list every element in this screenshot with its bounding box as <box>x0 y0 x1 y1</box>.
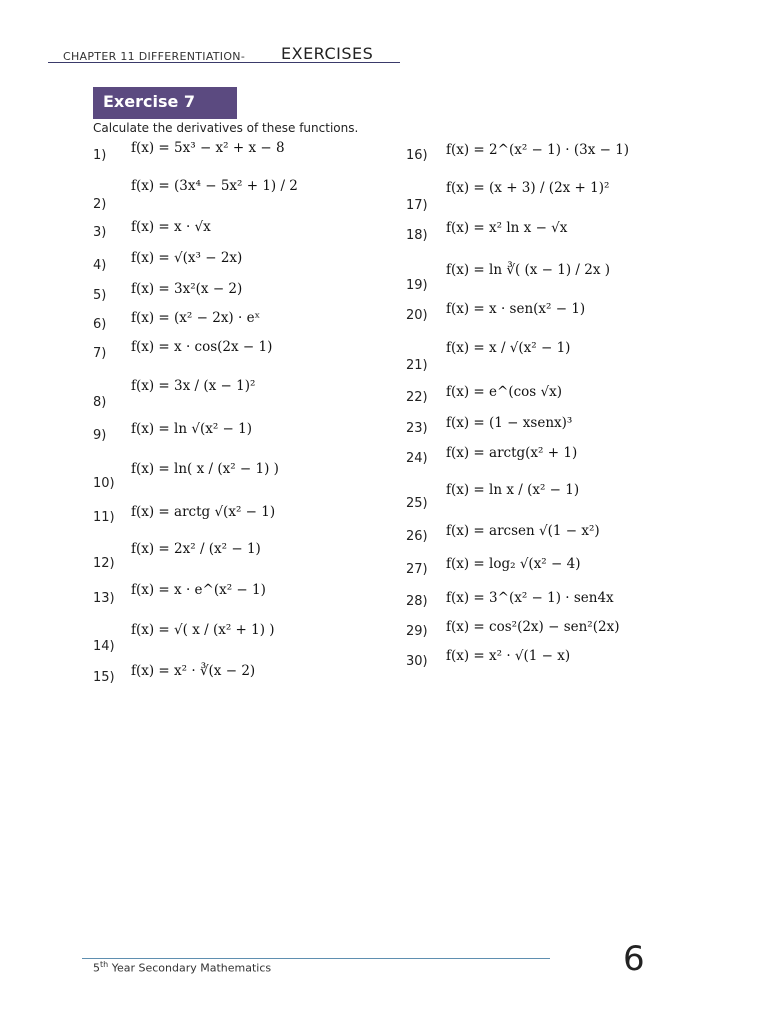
exercise-number: 18) <box>406 228 428 243</box>
chapter-title: CHAPTER 11 DIFFERENTIATION- <box>63 50 246 63</box>
exercise-formula: f(x) = ln ∛( (x − 1) / 2x ) <box>446 262 611 278</box>
exercise-number: 24) <box>406 451 428 466</box>
exercise-number: 5) <box>93 288 107 303</box>
exercise-number: 26) <box>406 529 428 544</box>
exercise-formula: f(x) = x · cos(2x − 1) <box>131 339 273 355</box>
footer-rule <box>82 958 550 959</box>
exercise-formula: f(x) = 2x² / (x² − 1) <box>131 541 261 557</box>
exercise-number: 10) <box>93 476 115 491</box>
chapter-header <box>48 44 400 63</box>
footer-rest: Year Secondary Mathematics <box>108 961 272 975</box>
footer-sup: th <box>100 960 109 969</box>
exercise-formula: f(x) = √( x / (x² + 1) ) <box>131 622 275 638</box>
exercise-number: 3) <box>93 225 107 240</box>
exercise-number: 6) <box>93 317 107 332</box>
exercise-formula: f(x) = 2^(x² − 1) · (3x − 1) <box>446 142 630 158</box>
exercise-title: Exercise 7 <box>103 92 196 111</box>
exercise-formula: f(x) = 3x / (x − 1)² <box>131 378 256 394</box>
section-title: EXERCISES <box>281 44 374 63</box>
exercise-formula: f(x) = (x + 3) / (2x + 1)² <box>446 180 610 196</box>
exercise-formula: f(x) = arctg √(x² − 1) <box>131 504 276 520</box>
exercise-formula: f(x) = x / √(x² − 1) <box>446 340 571 356</box>
exercise-number: 4) <box>93 258 107 273</box>
exercise-number: 23) <box>406 421 428 436</box>
exercise-number: 16) <box>406 148 428 163</box>
exercise-number: 30) <box>406 654 428 669</box>
exercise-formula: f(x) = (3x⁴ − 5x² + 1) / 2 <box>131 178 298 194</box>
exercise-number: 15) <box>93 670 115 685</box>
exercise-formula: f(x) = x² ln x − √x <box>446 220 568 236</box>
page-number: 6 <box>623 939 645 979</box>
exercise-formula: f(x) = (x² − 2x) · eˣ <box>131 310 261 326</box>
exercise-instruction: Calculate the derivatives of these functions. <box>93 121 359 135</box>
exercise-number: 7) <box>93 346 107 361</box>
exercise-number: 21) <box>406 358 428 373</box>
exercise-formula: f(x) = 3x²(x − 2) <box>131 281 243 297</box>
exercise-formula: f(x) = x · sen(x² − 1) <box>446 301 586 317</box>
footer-text <box>93 960 271 975</box>
exercise-number: 12) <box>93 556 115 571</box>
exercise-number: 11) <box>93 510 115 525</box>
exercise-formula: f(x) = x² · √(1 − x) <box>446 648 571 664</box>
exercise-number: 20) <box>406 308 428 323</box>
exercise-number: 27) <box>406 562 428 577</box>
exercise-formula: f(x) = e^(cos √x) <box>446 384 562 400</box>
exercise-number: 13) <box>93 591 115 606</box>
footer-base: 5 <box>93 961 100 975</box>
exercise-banner <box>93 87 237 119</box>
exercise-number: 28) <box>406 594 428 609</box>
exercise-number: 14) <box>93 639 115 654</box>
exercise-number: 1) <box>93 148 107 163</box>
exercise-formula: f(x) = cos²(2x) − sen²(2x) <box>446 619 620 635</box>
exercise-formula: f(x) = x² · ∛(x − 2) <box>131 663 256 679</box>
exercise-number: 9) <box>93 428 107 443</box>
exercise-formula: f(x) = 3^(x² − 1) · sen4x <box>446 590 614 606</box>
exercise-formula: f(x) = arcsen √(1 − x²) <box>446 523 600 539</box>
exercise-formula: f(x) = ln x / (x² − 1) <box>446 482 580 498</box>
exercise-number: 8) <box>93 395 107 410</box>
exercise-formula: f(x) = arctg(x² + 1) <box>446 445 578 461</box>
exercise-number: 19) <box>406 278 428 293</box>
exercise-formula: f(x) = ln( x / (x² − 1) ) <box>131 461 279 477</box>
exercise-number: 29) <box>406 624 428 639</box>
exercise-number: 2) <box>93 197 107 212</box>
exercise-formula: f(x) = x · e^(x² − 1) <box>131 582 266 598</box>
exercise-formula: f(x) = log₂ √(x² − 4) <box>446 556 581 572</box>
exercise-formula: f(x) = x · √x <box>131 219 211 235</box>
exercise-formula: f(x) = 5x³ − x² + x − 8 <box>131 140 285 156</box>
exercise-number: 25) <box>406 496 428 511</box>
exercise-number: 22) <box>406 390 428 405</box>
exercise-formula: f(x) = √(x³ − 2x) <box>131 250 243 266</box>
exercise-formula: f(x) = ln √(x² − 1) <box>131 421 252 437</box>
exercise-formula: f(x) = (1 − xsenx)³ <box>446 415 573 431</box>
exercise-number: 17) <box>406 198 428 213</box>
